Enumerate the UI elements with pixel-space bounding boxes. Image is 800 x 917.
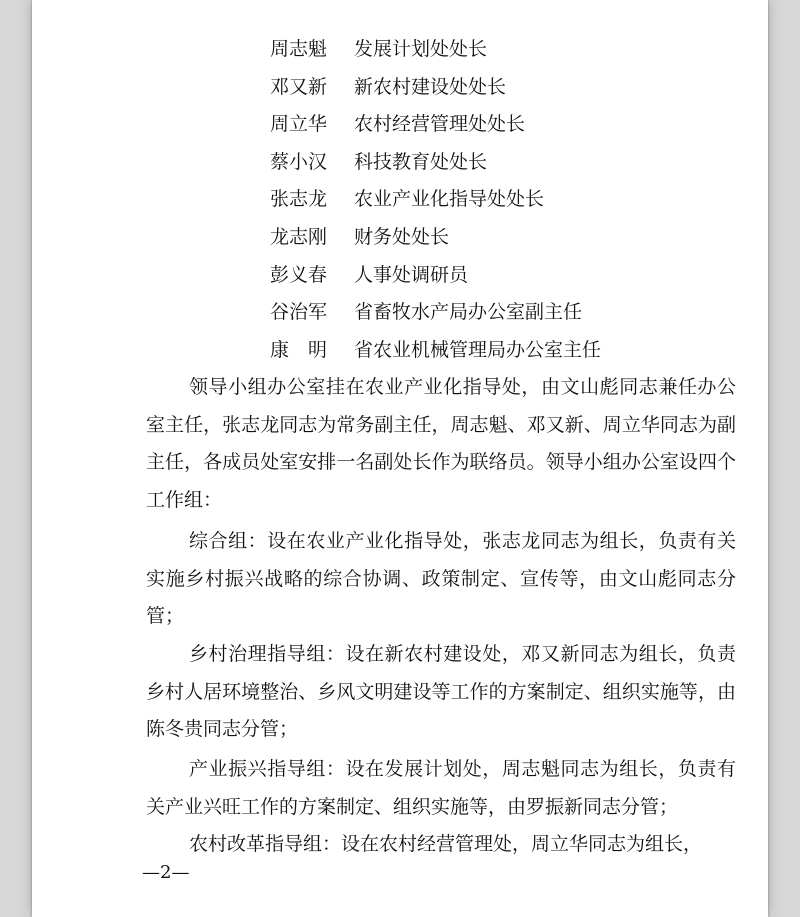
- member-title: 省畜牧水产局办公室副主任: [354, 301, 583, 323]
- member-title: 科技教育处处长: [354, 151, 488, 173]
- industry-group-paragraph: 产业振兴指导组：设在发展计划处，周志魁同志为组长，负责有关产业兴旺工作的方案制定、组织实施等，由罗振新同志分管；: [146, 758, 736, 818]
- member-name: 蔡小汉: [270, 151, 328, 173]
- member-name: 张志龙: [270, 188, 328, 210]
- governance-group-paragraph: 乡村治理指导组：设在新农村建设处，邓又新同志为组长，负责乡村人居环境整治、乡风文明建设等工作的方案制定、组织实施等，由陈冬贵同志分管；: [146, 643, 736, 740]
- member-name: 周立华: [270, 113, 328, 135]
- member-row: [270, 297, 582, 327]
- office-paragraph: 领导小组办公室挂在农业产业化指导处，由文山彪同志兼任办公室主任，张志龙同志为常务副主任，周志魁、邓又新、周立华同志为副主任，各成员处室安排一名副处长作为联络员。领导小组办公室设四个工作组：: [146, 376, 736, 511]
- document-page: [32, 0, 768, 917]
- member-name: 周志魁: [270, 38, 328, 60]
- member-row: [270, 335, 601, 365]
- member-row: [270, 222, 449, 252]
- member-title: 农业产业化指导处处长: [354, 188, 545, 210]
- member-name: 龙志刚: [270, 226, 328, 248]
- member-name: 彭义春: [270, 264, 328, 286]
- member-title: 发展计划处处长: [354, 38, 488, 60]
- member-row: [270, 34, 487, 64]
- member-title: 人事处调研员: [354, 264, 469, 286]
- member-title: 新农村建设处处长: [354, 76, 507, 98]
- member-name: 谷治军: [270, 301, 328, 323]
- member-row: [270, 184, 544, 214]
- member-row: [270, 260, 468, 290]
- member-row: [270, 147, 487, 177]
- member-title: 财务处处长: [354, 226, 450, 248]
- page-number: —2—: [142, 862, 190, 883]
- general-group-paragraph: 综合组：设在农业产业化指导处，张志龙同志为组长，负责有关实施乡村振兴战略的综合协调、政策制定、宣传等，由文山彪同志分管；: [146, 530, 736, 627]
- member-title: 省农业机械管理局办公室主任: [354, 339, 602, 361]
- member-row: [270, 109, 525, 139]
- member-row: [270, 72, 506, 102]
- member-title: 农村经营管理处处长: [354, 113, 526, 135]
- reform-group-paragraph: 农村改革指导组：设在农村经营管理处，周立华同志为组长，: [189, 833, 703, 855]
- member-name: 康 明: [270, 339, 328, 361]
- member-name: 邓又新: [270, 76, 328, 98]
